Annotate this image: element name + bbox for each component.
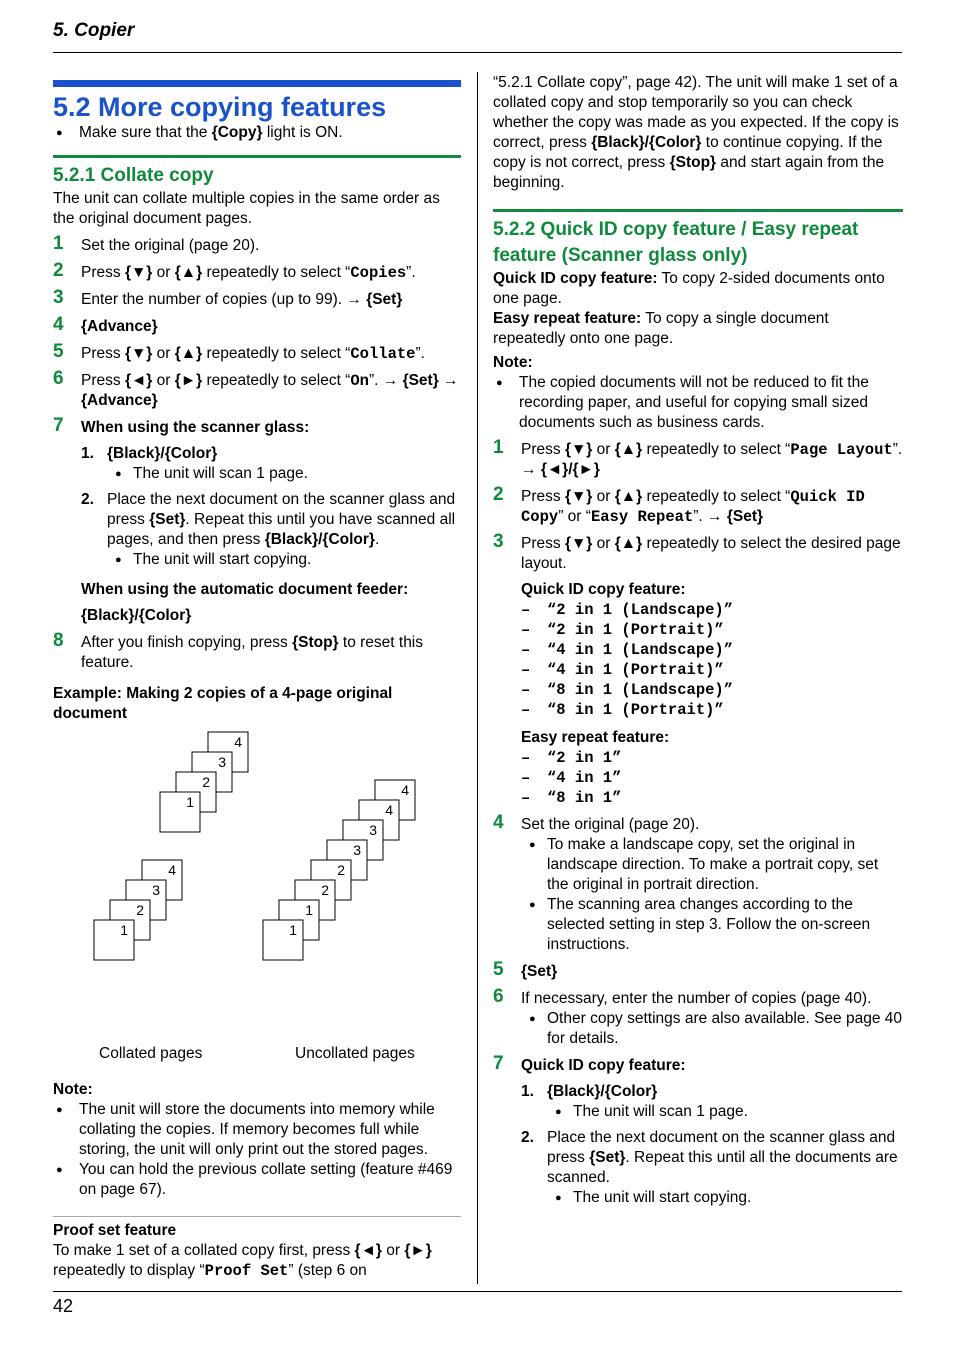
collate-step-8: 8 After you finish copying, press {Stop} to reset this feature. [53, 630, 424, 671]
right-column [493, 73, 903, 1208]
qid-step-4-bullet: ● The scanning area changes according to the selected setting in step 3. Follow the on-screen instructions. [521, 895, 903, 955]
uncollated-page-number: 4 [401, 782, 409, 798]
qid-step-6: 6 If necessary, enter the number of copies (page 40). ● Other copy settings are also available. See page 40 for details. [493, 989, 903, 1049]
qid-step-7-sub-1: 1. {Black}/{Color} ● The unit will scan 1 page. [521, 1082, 903, 1122]
proof-heading: Proof set feature [53, 1222, 177, 1239]
collate-diagram-svg [53, 734, 461, 1044]
adf-keys: {Black}/{Color} [81, 607, 192, 624]
qid-step-6-bullet: ● Other copy settings are also available. See page 40 for details. [521, 1009, 903, 1049]
proof-rule [53, 1216, 461, 1217]
easy-repeat-definition: Easy repeat feature: To copy a single document repeatedly onto one page. [493, 310, 829, 347]
qid-option: – “4 in 1 (Landscape)” [521, 640, 903, 660]
uncollated-page-number: 1 [305, 902, 313, 918]
title-bar [53, 80, 461, 87]
collate-diagram [53, 734, 461, 1044]
collated-set-1-page-number: 3 [152, 882, 160, 898]
caption-collated: Collated pages [99, 1045, 203, 1062]
collate-step-1: 1 Set the original (page 20). [53, 233, 260, 254]
collate-step-7-sub-1: 1. {Black}/{Color} ● The unit will scan 1 page. [81, 444, 461, 484]
qid-step-7: 7 Quick ID copy feature: 1. {Black}/{Color} ● The unit will scan 1 page. 2. Place the next document on the scanner glass and press {Set}. Repeat this until all the documents are scanned. ● The unit will start copying. [493, 1056, 903, 1208]
page-number: 42 [53, 1296, 74, 1316]
column-divider [477, 72, 478, 1284]
proof-text: To make 1 set of a collated copy first, press {◄} or {►} repeatedly to display “Proof Set” (step 6 on [53, 1242, 432, 1280]
subsection-heading-collate: 5.2.1 Collate copy [53, 165, 214, 186]
qid-step-5: 5 {Set} [493, 959, 558, 980]
diagram-captions [53, 1044, 461, 1068]
collated-set-2-page-number: 3 [218, 754, 226, 770]
qid-step-1: 1 Press {▼} or {▲} repeatedly to select “Page Layout”. → {◄}/{►} [493, 437, 903, 478]
er-option: – “2 in 1” [521, 748, 903, 768]
er-option: – “4 in 1” [521, 768, 903, 788]
quick-id-note-heading: Note: [493, 354, 533, 371]
quick-id-note: ● The copied documents will not be reduced to fit the recording paper, and useful for copying small sized documents such as business cards. [493, 373, 903, 433]
qid-step-4: 4 Set the original (page 20). ● To make a landscape copy, set the original in landscape direction. To make a portrait copy, set the original in portrait direction. ● The scanning area changes according to the selected setting in step 3. Follow the on-screen instructions. [493, 815, 903, 955]
collate-description: The unit can collate multiple copies in the same order as the original document pages. [53, 190, 440, 227]
subsection-bar [53, 155, 461, 158]
intro-bullet: ● Make sure that the {Copy} light is ON. [53, 123, 461, 143]
collated-set-1-page [94, 920, 134, 960]
qid-option: – “2 in 1 (Portrait)” [521, 620, 903, 640]
uncollated-page-number: 2 [321, 882, 329, 898]
collate-step-4: 4 {Advance} [53, 314, 158, 335]
subsection-heading-quick-id: 5.2.2 Quick ID copy feature / Easy repeat feature (Scanner glass only) [493, 219, 859, 266]
uncollated-page-number: 2 [337, 862, 345, 878]
qid-step-2: 2 Press {▼} or {▲} repeatedly to select “Quick ID Copy” or “Easy Repeat”. → {Set} [493, 484, 865, 526]
uncollated-page-number: 3 [353, 842, 361, 858]
collated-set-2-page-number: 2 [202, 774, 210, 790]
collate-step-6: 6 Press {◄} or {►} repeatedly to select “On”. → {Set} → {Advance} [53, 368, 459, 409]
uncollated-page-number: 1 [289, 922, 297, 938]
collate-note-heading: Note: [53, 1081, 93, 1098]
left-column [53, 80, 461, 1281]
collated-set-1-page-number: 1 [120, 922, 128, 938]
quick-id-definition: Quick ID copy feature: To copy 2-sided documents onto one page. [493, 270, 885, 307]
proof-continuation: “5.2.1 Collate copy”, page 42). The unit will make 1 set of a collated copy and stop temporarily so you can check whether the copy was made as you expected. If the copy is correct, press {Black}/{Color} to continue copying. If the copy is not correct, press {Stop} and start again from the beginning. [493, 74, 899, 191]
collate-step-7-sub-2: 2. Place the next document on the scanner glass and press {Set}. Repeat this until you have scanned all pages, and then press {Black}/{Color}. ● The unit will start copying. [81, 490, 461, 570]
collate-step-2: 2 Press {▼} or {▲} repeatedly to select “Copies”. [53, 260, 416, 282]
caption-uncollated: Uncollated pages [295, 1045, 415, 1062]
qid-step-7-sub-2: 2. Place the next document on the scanner glass and press {Set}. Repeat this until all the documents are scanned. ● The unit will start copying. [521, 1128, 903, 1208]
collated-set-1-page-number: 2 [136, 902, 144, 918]
collated-set-2-page-number: 1 [186, 794, 194, 810]
qid-option: – “8 in 1 (Portrait)” [521, 700, 903, 720]
subsection-bar-2 [493, 209, 903, 212]
footer-rule [53, 1291, 902, 1292]
qid-option: – “2 in 1 (Landscape)” [521, 600, 903, 620]
uncollated-page-number: 4 [385, 802, 393, 818]
qid-option: – “4 in 1 (Portrait)” [521, 660, 903, 680]
collated-set-2-page [160, 792, 200, 832]
qid-options-heading: Quick ID copy feature: [521, 581, 686, 598]
er-option: – “8 in 1” [521, 788, 903, 808]
collate-step-5: 5 Press {▼} or {▲} repeatedly to select “Collate”. [53, 341, 425, 363]
collate-step-3: 3 Enter the number of copies (up to 99). → {Set} [53, 287, 403, 308]
section-title: 5.2 More copying features [53, 92, 387, 122]
header-rule [53, 52, 902, 53]
qid-step-4-bullet: ● To make a landscape copy, set the original in landscape direction. To make a portrait copy, set the original in portrait direction. [521, 835, 903, 895]
chapter-header: 5. Copier [53, 20, 135, 41]
collate-step-7: 7 When using the scanner glass: 1. {Black}/{Color} ● The unit will scan 1 page. 2. Place the next document on the scanner glass and press {Set}. Repeat this until you have scanned all pages, and then press {Black}/{Color}. ● The unit will start copying. When using the automatic document feeder: {Black}/{Color} [53, 418, 461, 626]
uncollated-page [263, 920, 303, 960]
qid-option: – “8 in 1 (Landscape)” [521, 680, 903, 700]
uncollated-page-number: 3 [369, 822, 377, 838]
adf-heading: When using the automatic document feeder: [81, 581, 409, 598]
collated-set-1-page-number: 4 [168, 862, 176, 878]
qid-step-3: 3 Press {▼} or {▲} repeatedly to select the desired page layout. Quick ID copy feature: – “2 in 1 (Landscape)” – “2 in 1 (Portrait)” – “4 in 1 (Landscape)” – “4 in 1 (Portrait)” – “8 in 1 (Landscape)” – “8 in 1 (Portrait)” Easy repeat feature: – “2 in 1” – “4 in 1” – “8 in 1” [493, 534, 903, 808]
collate-note-2: ● You can hold the previous collate setting (feature #469 on page 67). [53, 1160, 461, 1200]
example-title: Example: Making 2 copies of a 4-page original document [53, 685, 393, 722]
collate-note-1: ● The unit will store the documents into memory while collating the copies. If memory becomes full while storing, the unit will only print out the stored pages. [53, 1100, 461, 1160]
er-options-heading: Easy repeat feature: [521, 729, 670, 746]
collated-set-2-page-number: 4 [234, 734, 242, 750]
